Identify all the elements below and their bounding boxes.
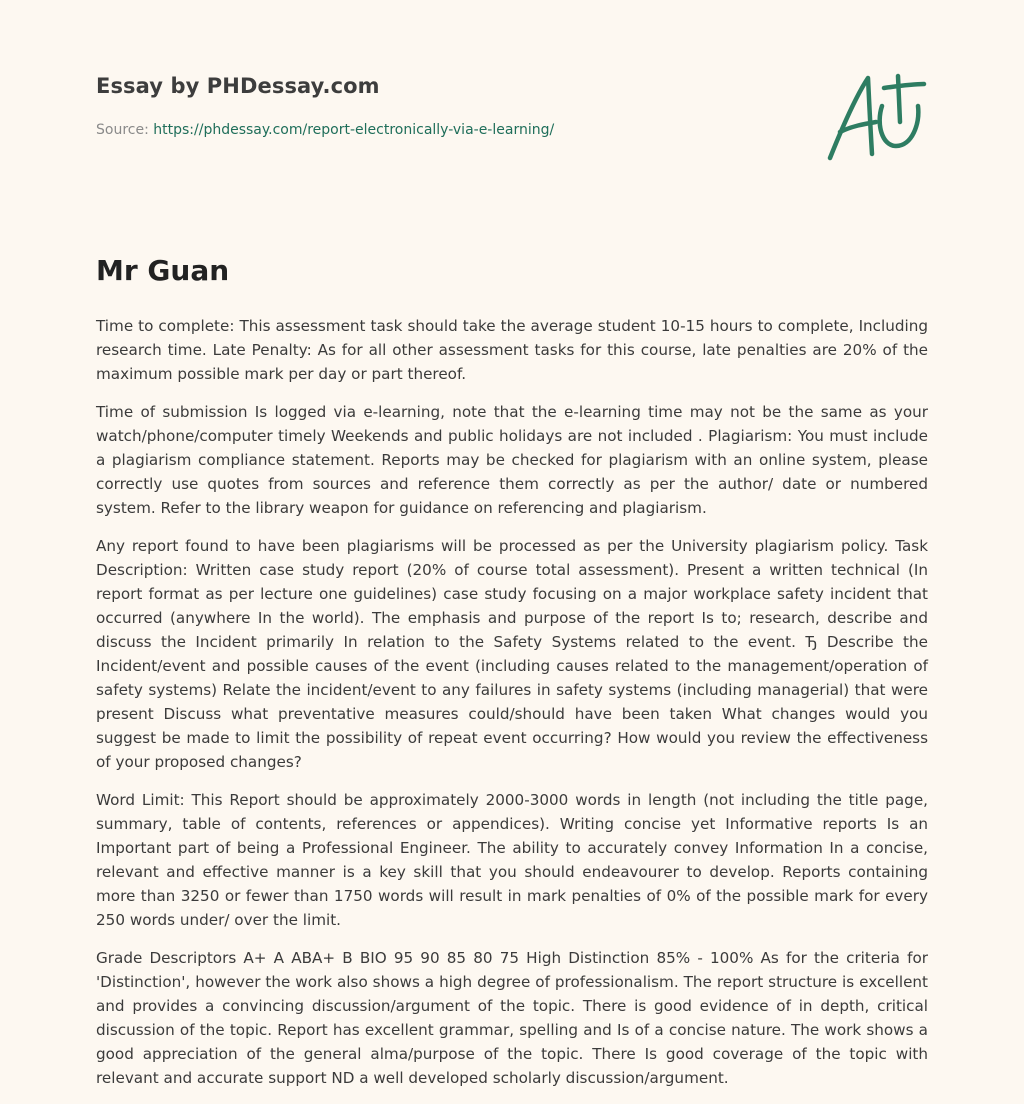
source-line: [96, 122, 928, 138]
source-link[interactable]: https://phdessay.com/report-electronically-via-e-learning/: [153, 122, 555, 138]
page-header: [96, 74, 928, 138]
paragraph: Grade Descriptors A+ A ABA+ B BIO 95 90 85 80 75 High Distinction 85% - 100% As for the criteria for 'Distinction', however the work also shows a high degree of professionalism. The report structure is excellent and provides a convincing discussion/argument of the topic. There is good evidence of in depth, critical discussion of the topic. Report has excellent grammar, spelling and Is of a concise nature. The work shows a good appreciation of the general alma/purpose of the topic. There Is good coverage of the topic with relevant and accurate support ND a well developed scholarly discussion/argument.: [96, 949, 928, 1087]
paragraph: Any report found to have been plagiarisms will be processed as per the University plagiarism policy. Task Description: Written case study report (20% of course total assessment). Present a written technical (In report format as per lecture one guidelines) case study focusing on a major workplace safety incident that occurred (anywhere In the world). The emphasis and purpose of the report Is to; research, describe and discuss the Incident primarily In relation to the Safety Systems related to the event. Ђ Describe the Incident/event and possible causes of the event (including causes related to the management/operation of safety systems) Relate the incident/event to any failures in safety systems (including managerial) that were present Discuss what preventative measures could/should have been taken What changes would you suggest be made to limit the possibility of repeat event occurring? How would you review the effectiveness of your proposed changes?: [96, 537, 928, 771]
document-title: Mr Guan: [96, 254, 230, 287]
document-body: [96, 314, 928, 1104]
paragraph: Time to complete: This assessment task should take the average student 10-15 hours to complete, Including research time. Late Penalty: As for all other assessment tasks for this course, late penalties are 20% of the maximum possible mark per day or part thereof.: [96, 317, 928, 383]
paragraph: Time of submission Is logged via e-learning, note that the e-learning time may not be the same as your watch/phone/computer timely Weekends and public holidays are not included . Plagiarism: You must include a plagiarism compliance statement. Reports may be checked for plagiarism with an online system, please correctly use quotes from sources and reference them correctly as per the author/ date or numbered system. Refer to the library weapon for guidance on referencing and plagiarism.: [96, 403, 928, 517]
a-plus-grade-icon: [820, 66, 930, 166]
source-label: Source:: [96, 122, 149, 138]
paragraph: Word Limit: This Report should be approximately 2000-3000 words in length (not including the title page, summary, table of contents, references or appendices). Writing concise yet Informative reports Is an Important part of being a Professional Engineer. The ability to accurately convey Information In a concise, relevant and effective manner is a key skill that you should endeavourer to develop. Reports containing more than 3250 or fewer than 1750 words will result in mark penalties of 0% of the possible mark for every 250 words under/ over the limit.: [96, 791, 928, 929]
site-brand: Essay by PHDessay.com: [96, 74, 380, 98]
